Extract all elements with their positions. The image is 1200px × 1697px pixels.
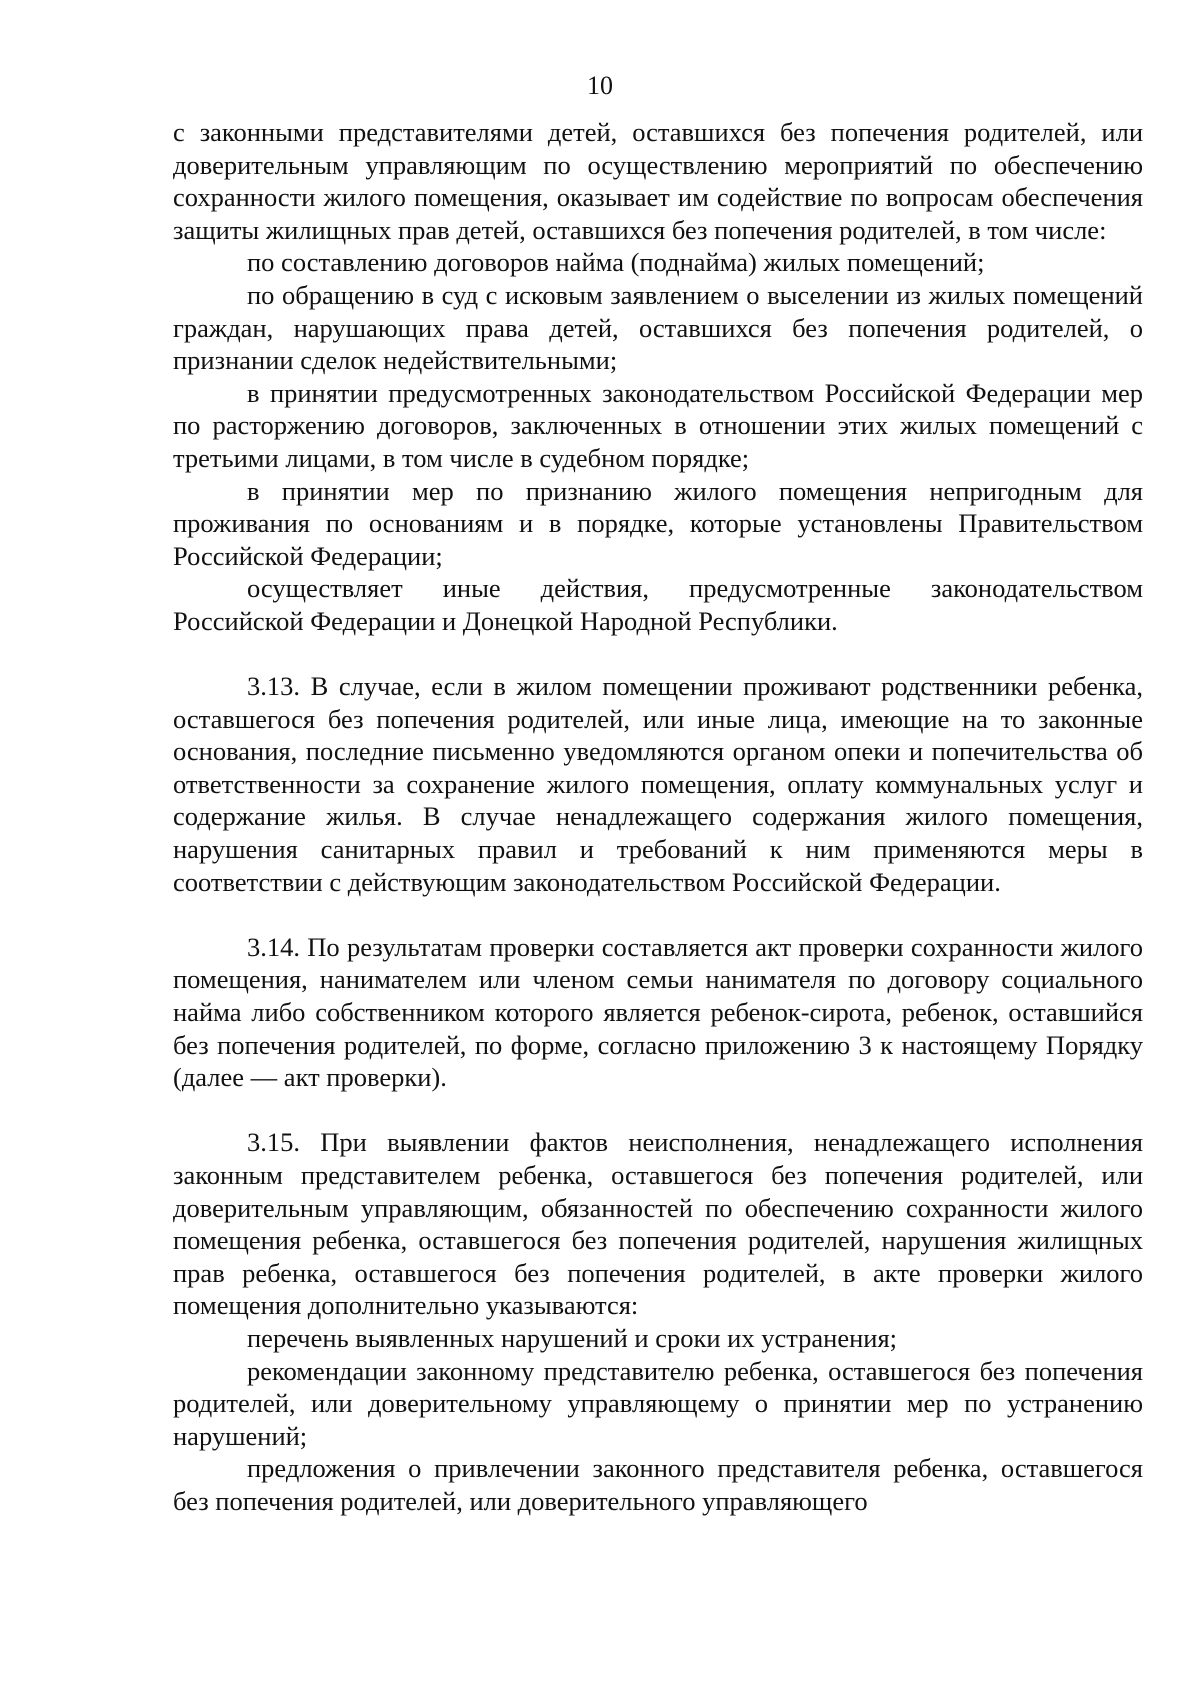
- paragraph-item-unfit-housing: в принятии мер по признанию жилого помещения непригодным для проживания по основаниям и в порядке, которые установлены Правительством Российской Федерации;: [173, 475, 1143, 571]
- paragraph-item-contract-termination: в принятии предусмотренных законодательством Российской Федерации мер по расторжению договоров, заключенных в отношении этих жилых помещений с третьими лицами, в том числе в судебном порядке;: [173, 377, 1143, 473]
- section-3-13: 3.13. В случае, если в жилом помещении проживают родственники ребенка, оставшегося без попечения родителей, или иные лица, имеющие на то законные основания, последние письменно уведомляются органом опеки и попечительства об ответственности за сохранение жилого помещения, оплату коммунальных услуг и содержание жилья. В случае ненадлежащего содержания жилого помещения, нарушения санитарных правил и требований к ним применяются меры в соответствии с действующим законодательством Российской Федерации.: [173, 671, 1143, 897]
- section-3-15: 3.15. При выявлении фактов неисполнения, ненадлежащего исполнения законным представителем ребенка, оставшегося без попечения родителей, или доверительным управляющим, обязанностей по обеспечению сохранности жилого помещения ребенка, оставшегося без попечения родителей, нарушения жилищных прав ребенка, оставшегося без попечения родителей, в акте проверки жилого помещения дополнительно указываются:: [173, 1127, 1143, 1321]
- paragraph-item-proposals: предложения о привлечении законного представителя ребенка, оставшегося без попечения родителей, или доверительного управляющего: [173, 1453, 1143, 1516]
- paragraph-intro-continuation: с законными представителями детей, оставшихся без попечения родителей, или доверительным управляющим по осуществлению мероприятий по обеспечению сохранности жилого помещения, оказывает им содействие по вопросам обеспечения защиты жилищных прав детей, оставшихся без попечения родителей, в том числе:: [173, 117, 1143, 245]
- page-number: 10: [587, 71, 613, 100]
- paragraph-item-violations-list: перечень выявленных нарушений и сроки их устранения;: [247, 1322, 898, 1353]
- paragraph-item-recommendations: рекомендации законному представителю ребенка, оставшегося без попечения родителей, или доверительному управляющему о принятии мер по устранению нарушений;: [173, 1355, 1143, 1451]
- document-body: [173, 116, 1143, 1518]
- paragraph-item-other-actions: осуществляет иные действия, предусмотренные законодательством Российской Федерации и Донецкой Народной Республики.: [173, 573, 1143, 636]
- paragraph-item-lease-contracts: по составлению договоров найма (поднайма) жилых помещений;: [247, 247, 985, 278]
- section-3-14: 3.14. По результатам проверки составляется акт проверки сохранности жилого помещения, нанимателем или членом семьи нанимателя по договору социального найма либо собственником которого является ребенок-сирота, ребенок, оставшийся без попечения родителей, по форме, согласно приложению 3 к настоящему Порядку (далее — акт проверки).: [173, 931, 1143, 1093]
- paragraph-item-court-appeal: по обращению в суд с исковым заявлением о выселении из жилых помещений граждан, нарушающих права детей, оставшихся без попечения родителей, о признании сделок недействительными;: [173, 279, 1143, 376]
